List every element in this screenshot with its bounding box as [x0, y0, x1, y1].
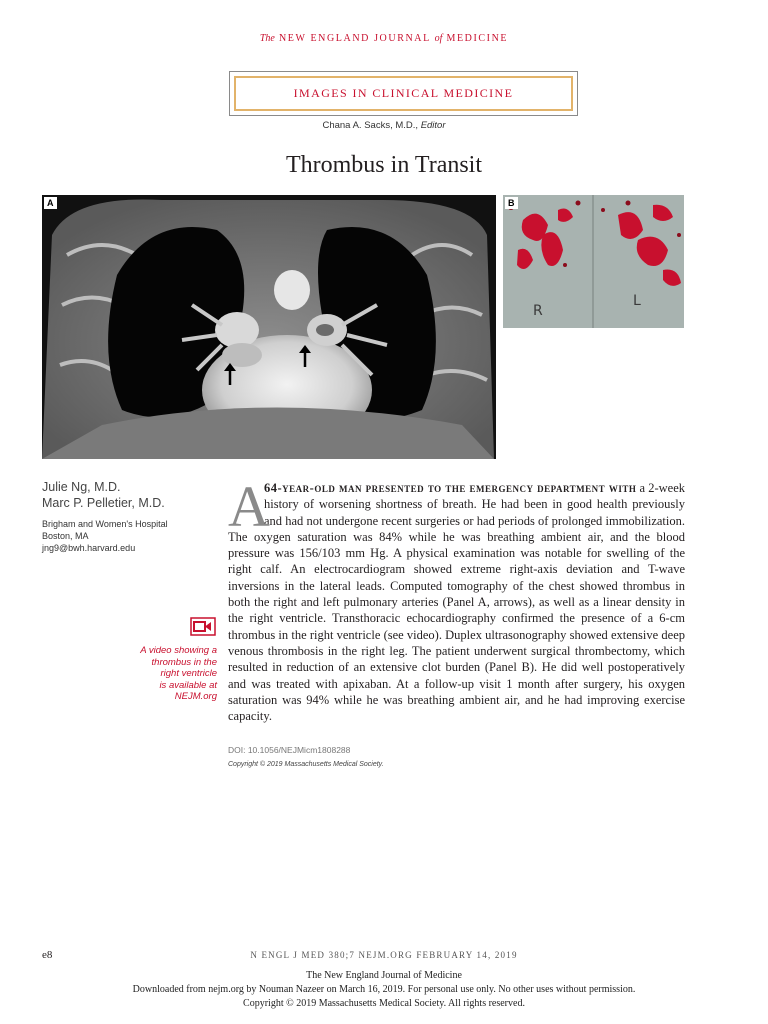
panel-a-label: A — [44, 197, 57, 209]
video-note-link[interactable]: NEJM.org — [174, 691, 217, 702]
author-name: Marc P. Pelletier, M.D. — [42, 496, 165, 510]
running-head-medicine: MEDICINE — [446, 33, 509, 44]
doi[interactable]: DOI: 10.1056/NEJMicm1808288 — [228, 745, 351, 755]
article-lead: 64-year-old man presented to the emergency department with — [264, 481, 637, 495]
specimen-illustration — [503, 195, 684, 328]
affiliation-institution: Brigham and Women's Hospital — [42, 519, 168, 529]
specimen-label-r: R — [533, 303, 543, 319]
section-banner: IMAGES IN CLINICAL MEDICINE — [234, 76, 573, 111]
footer-citation: N ENGL J MED 380;7 NEJM.ORG FEBRUARY 14, 2019 — [250, 950, 518, 960]
article-text: a 2-week history of worsening shortness of breath. He had been in good health previously and had not undergone recent surgeries or had periods of prolonged immobilization. The oxygen saturation was 84% while he was breathing ambient air, and the blood pressure was 156/103 mm Hg. A physical examination was notable for swelling of the right calf. An electrocardiogram showed extreme right-axis deviation and T-wave inversions in the lateral leads. Computed tomography of the chest showed thrombus in both the right and left pulmonary arteries (Panel A, arrows), as well as a linear density in the right ventricle. Transthoracic echocardiography confirmed the presence of a 6-cm thrombus in the right ventricle (see video). Duplex ultrasonography showed extensive deep venous thrombosis in the right leg. The patient underwent surgical thrombectomy, which resulted in reduction of an extensive clot burden (Panel B). He did well postoperatively and was treated with apixaban. At a follow-up visit 1 month after surgery, his oxygen saturation was 94% while he was breathing ambient air, and he had improving exercise capacity. — [228, 481, 685, 724]
article-title: Thrombus in Transit — [285, 152, 483, 178]
footer-journal: The New England Journal of Medicine — [306, 970, 462, 981]
affiliation — [42, 518, 212, 554]
author-list — [42, 479, 212, 511]
author-name: Julie Ng, M.D. — [42, 480, 121, 494]
video-note[interactable] — [118, 645, 217, 703]
article-body — [228, 474, 685, 724]
video-note-line: right ventricle — [160, 668, 217, 679]
page-number: e8 — [42, 949, 53, 961]
author-email[interactable]: jng9@bwh.harvard.edu — [42, 543, 136, 553]
video-camera-icon[interactable] — [190, 617, 216, 636]
editor-name: Chana A. Sacks, M.D., — [322, 120, 421, 131]
panel-b-label: B — [505, 197, 518, 209]
video-note-line: is available at — [159, 679, 217, 691]
ct-scan-image — [42, 195, 496, 459]
footer-download-note: Downloaded from nejm.org by Nouman Nazeer on March 16, 2019. For personal use only. No other uses without permission. — [132, 984, 636, 995]
affiliation-city: Boston, MA — [42, 531, 89, 541]
article-copyright: Copyright © 2019 Massachusetts Medical Society. — [228, 761, 384, 768]
running-head-the: The — [259, 33, 275, 44]
editor-role: Editor — [420, 120, 446, 131]
thrombectomy-specimen-image — [503, 195, 684, 328]
running-head — [0, 33, 768, 44]
ct-scan-illustration — [42, 195, 496, 459]
running-head-journal: NEW ENGLAND JOURNAL — [278, 33, 431, 44]
video-note-line: A video showing a — [140, 645, 217, 656]
running-head-of: of — [434, 33, 443, 44]
video-note-line: thrombus in the — [151, 656, 217, 668]
editor-line — [0, 120, 768, 131]
dropcap: A — [228, 474, 270, 539]
specimen-label-l: L — [633, 293, 641, 309]
footer-rights: Copyright © 2019 Massachusetts Medical Society. All rights reserved. — [243, 998, 525, 1009]
